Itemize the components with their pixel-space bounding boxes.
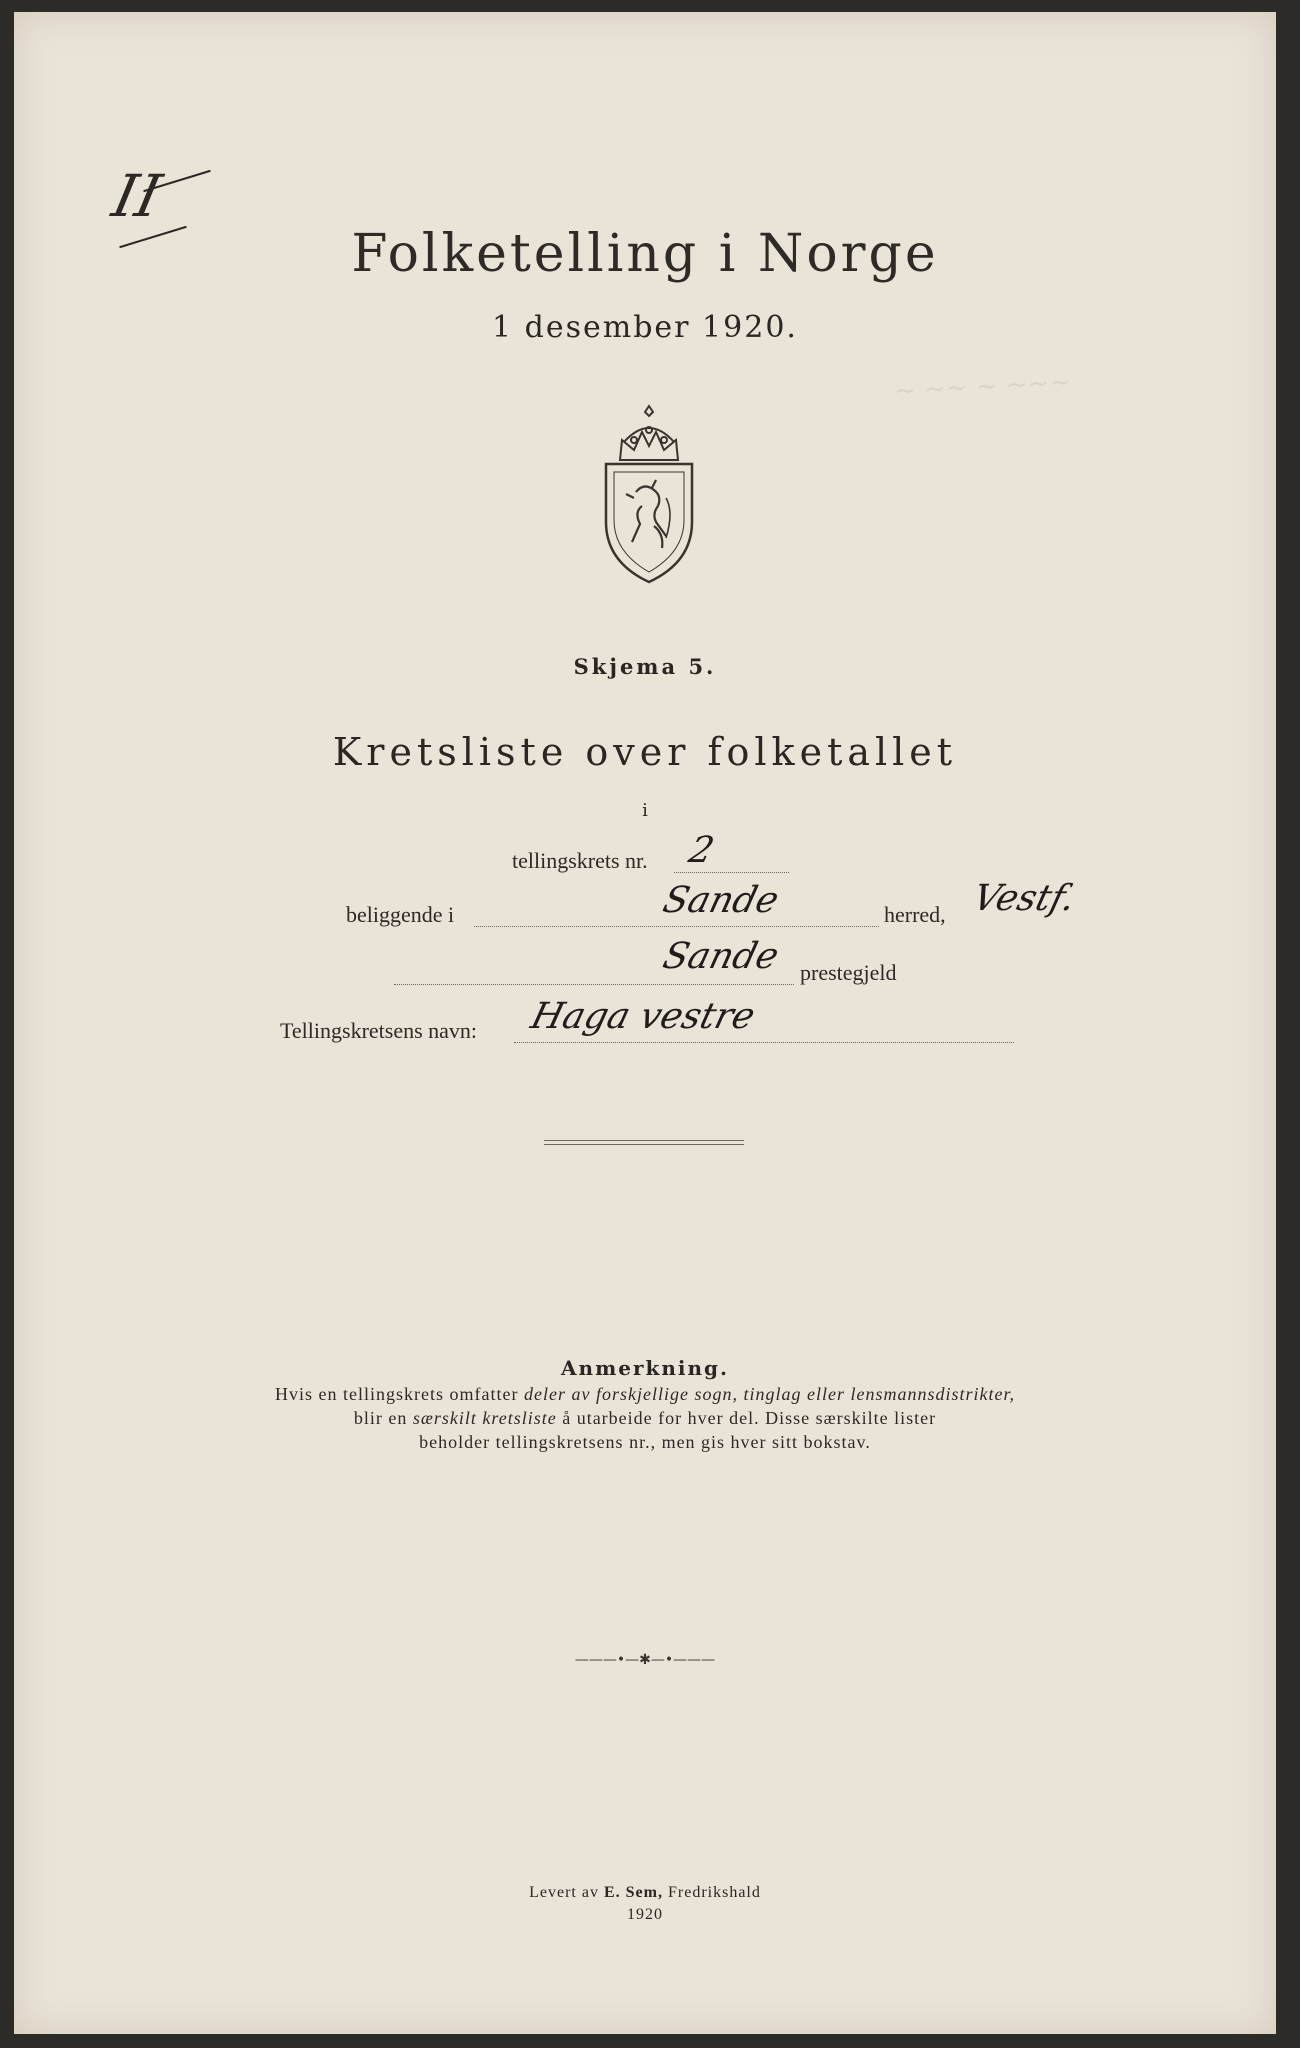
located-in-label: beliggende i (346, 902, 455, 927)
district-number-label: tellingskrets nr. (512, 848, 648, 873)
form-heading: Kretsliste over folketallet (332, 730, 958, 774)
district-name-value[interactable]: Haga vestre (526, 996, 760, 1037)
district-number-value[interactable]: 2 (684, 830, 719, 871)
norwegian-lion-crest-icon (594, 402, 704, 587)
printer-line (14, 1884, 1276, 1902)
located-in-line (474, 926, 879, 927)
note-line-1-emphasis: deler av forskjellige sogn, tinglag eller lensmannsdistrikter, (524, 1384, 1015, 1404)
divider-rule-lower (544, 1144, 744, 1145)
printer-place: Fredrikshald (662, 1884, 761, 1901)
census-form-page (14, 12, 1276, 2034)
note-heading: Anmerkning. (561, 1356, 729, 1380)
note-line-1 (14, 1384, 1276, 1405)
bleed-through-texture: ~ ~~ ~ ~~~ (893, 367, 1072, 407)
herred-label: herred, (884, 902, 946, 927)
printer-name: E. Sem, (603, 1884, 663, 1901)
note-line-2 (14, 1408, 1276, 1429)
printer-year: 1920 (627, 1906, 663, 1923)
census-date: 1 desember 1920. (492, 310, 798, 345)
note-line-2-text-b: å utarbeide for hver del. Disse særskilte lister (556, 1408, 937, 1428)
roman-numeral-mark: II (106, 162, 168, 230)
located-in-value[interactable]: Sande (658, 880, 783, 921)
district-number-line (674, 872, 789, 873)
schema-number: Skjema 5. (573, 654, 717, 679)
printer-prefix: Levert av (529, 1884, 604, 1901)
note-line-1-text: Hvis en tellingskrets omfatter (275, 1384, 524, 1404)
connector-word: i (642, 800, 648, 821)
document-title: Folketelling i Norge (351, 224, 939, 284)
parish-label: prestegjeld (800, 960, 897, 985)
parish-value[interactable]: Sande (658, 936, 783, 977)
divider-rule (544, 1140, 744, 1141)
note-line-2-emphasis: særskilt kretsliste (412, 1408, 557, 1428)
ornament-divider: ———•—✱—•——— (574, 1652, 716, 1668)
herred-value[interactable]: Vestf. (968, 878, 1080, 919)
note-line-2-text-a: blir en (353, 1408, 413, 1428)
district-name-line (514, 1042, 1014, 1043)
district-name-label: Tellingskretsens navn: (280, 1018, 478, 1043)
note-line-3: beholder tellingskretsens nr., men gis hver sitt bokstav. (419, 1432, 871, 1452)
parish-line (394, 984, 794, 985)
